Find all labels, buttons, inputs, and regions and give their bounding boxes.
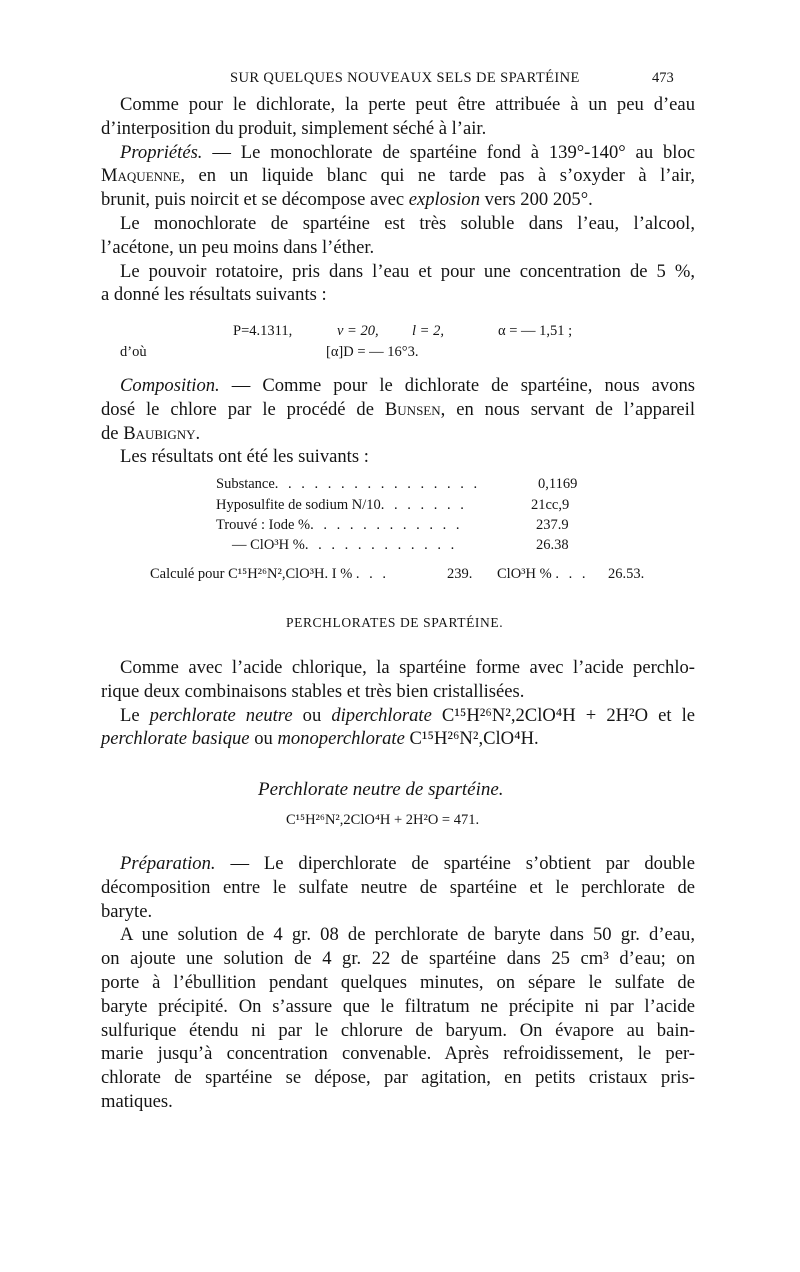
subsection-formula: C¹⁵H²⁶N²,2ClO⁴H + 2H²O = 471. [286,812,480,828]
proc-line: chlorate de spartéine se dépose, par agitation, en petits cristaux pris- [101,1067,695,1089]
perchl-neutre: perchlorate neutre [149,704,293,726]
para1-line1: Comme pour le dichlorate, la perte peut être attribuée à un peu d’eau [120,94,695,115]
proprietes-label: Propriétés. [120,141,203,163]
composition-line1 [101,374,695,398]
calc-dots: . . . [355,566,390,582]
composition-line3 [101,422,695,446]
result-label: Substance [216,476,275,492]
explosion-word: explosion [408,189,481,211]
proc-line: sulfurique étendu ni par le chlorure de baryum. On évapore au bain- [101,1019,695,1041]
preparation-block [101,852,695,1114]
perchl-diper: diperchlorate [331,704,432,726]
proc-line: on ajoute une solution de 4 gr. 22 de spartéine dans 25 cm³ d’eau; on [101,948,695,970]
rotation-result: [α]D = — 16°3. [326,344,419,360]
running-header: SUR QUELQUES NOUVEAUX SELS DE SPARTÉINE [230,70,580,86]
rotation-dou: d’où [120,344,147,360]
perchl-text3: ou [249,728,278,750]
rotation-l: l = 2, [412,323,444,339]
proprietes-line1 [101,141,695,165]
subsection-title: Perchlorate neutre de spartéine. [258,779,504,800]
prep-line3: baryte. [101,900,153,922]
prep-line1 [101,852,695,876]
para1-line2: d’interposition du produit, simplement séché à l’air. [101,117,487,139]
result-value: 237.9 [536,517,569,533]
proc-line: A une solution de 4 gr. 08 de perchlorate de baryte dans 50 gr. d’eau, [120,924,695,946]
composition-text3: , en nous servant de l’appareil [440,398,695,420]
calc-i-value: 239. [447,566,473,582]
result-label: Hyposulfite de sodium N/10 [216,497,381,513]
composition-text1: — Comme pour le dichlorate de spartéine, nous avons [219,375,695,396]
proprietes-text4: vers 200 205°. [480,189,593,211]
rotation-alpha: α = — 1,51 ; [498,323,573,339]
result-dots: . . . . . . . [380,497,467,513]
prep-label: Préparation. [120,853,216,874]
author-bunsen: Bunsen [384,398,441,420]
perchl-text1: Le [120,704,150,726]
perchl-line2: rique deux combinaisons stables et très bien cristallisées. [101,680,525,702]
perchlorates-block [101,656,695,751]
proprietes-text: — Le monochlorate de spartéine fond à 139°-140° au bloc [202,141,695,163]
result-value: 21cc,9 [531,497,570,513]
prep-text1: — Le diperchlorate de spartéine s’obtient par double [215,853,695,874]
result-dots: . . . . . . . . . . . . . . . . [274,476,481,492]
composition-line4: Les résultats ont été les suivants : [120,446,369,468]
result-value: 0,1169 [538,476,578,492]
result-dots: . . . . . . . . . . . . [310,517,463,533]
proprietes-text3: brunit, puis noircit et se décompose avec [101,189,409,211]
perchl-monoper: monoperchlorate [277,728,405,750]
author-maquenne: Maquenne [101,165,181,187]
calc-label: Calculé pour C¹⁵H²⁶N²,ClO³H. I % [150,566,353,582]
soluble-line2: l’acétone, un peu moins dans l’éther. [101,236,375,258]
rotation-v: v = 20, [337,323,379,339]
calc-clo [497,566,588,583]
proc-line: porte à l’ébullition pendant quelques minutes, on sépare le sulfate de [101,971,695,993]
composition-text4: de [101,422,124,444]
section-title: PERCHLORATES DE SPARTÉINE. [286,615,504,630]
proprietes-line3 [101,188,695,212]
proc-line: marie jusqu’à concentration convenable. Après refroidissement, le per- [101,1043,695,1065]
perchl-formula1: C¹⁵H²⁶N²,2ClO⁴H + 2H²O et le [431,704,695,726]
result-row [216,476,480,493]
result-label: Trouvé : Iode % [216,517,311,533]
calc-row [150,566,389,583]
composition-label: Composition. [120,375,220,396]
author-baubigny: Baubigny [123,422,196,444]
calc-clo-label: ClO³H % [497,566,552,582]
result-row [216,517,462,534]
result-label: — ClO³H % [232,537,305,553]
rot-line2: a donné les résultats suivants : [101,284,327,306]
perchl-formula2: C¹⁵H²⁶N²,ClO⁴H. [404,728,539,750]
composition-line2 [101,398,695,422]
text-block-top [101,93,695,307]
proc-line: matiques. [101,1090,173,1112]
perchl-line1: Comme avec l’acide chlorique, la spartéine forme avec l’acide perchlo- [120,657,695,678]
result-dots: . . . . . . . . . . . . [304,537,458,553]
prep-line2: décomposition entre le sulfate neutre de spartéine et le perchlorate de [101,876,695,898]
perchl-basique: perchlorate basique [101,728,250,750]
soluble-line1: Le monochlorate de spartéine est très soluble dans l’eau, l’alcool, [120,212,695,234]
calc-dots2: . . . [555,566,589,582]
rotation-p: P=4.1311, [233,323,293,339]
proprietes-line2 [101,164,695,188]
composition-text2: dosé le chlore par le procédé de [101,398,385,420]
perchl-line3 [101,704,695,728]
proc-line: baryte précipité. On s’assure que le filtratum ne précipite ni par l’acide [101,995,695,1017]
proprietes-text2: , en un liquide blanc qui ne tarde pas à s’oxyder à l’air, [180,165,695,187]
perchl-line4 [101,727,695,751]
perchl-text2: ou [292,704,332,726]
result-row [232,537,457,554]
result-row [216,497,467,514]
calc-clo-value: 26.53. [608,566,645,582]
composition-text5: . [195,422,201,444]
result-value: 26.38 [536,537,569,553]
rot-line1: Le pouvoir rotatoire, pris dans l’eau et pour une concentration de 5 %, [120,260,695,282]
page-number: 473 [652,70,674,86]
composition-block [101,374,695,469]
